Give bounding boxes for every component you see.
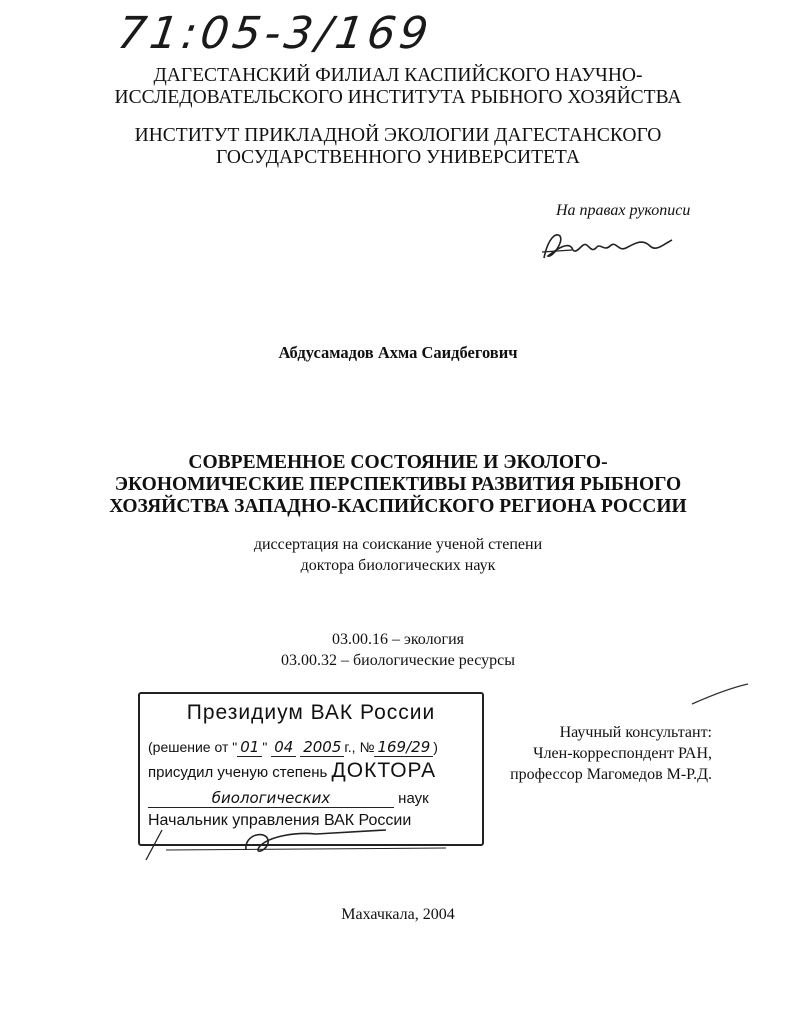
stamp-decision-number: 169/29 [374,738,433,757]
specialty-2: 03.00.32 – биологические ресурсы [281,652,515,669]
stamp-decision-day: 01 [237,738,262,757]
organization-2-line-1: ИНСТИТУТ ПРИКЛАДНОЙ ЭКОЛОГИИ ДАГЕСТАНСКОГО [134,125,662,146]
stamp-awarded-degree: ДОКТОРА [331,759,437,782]
degree-line-1: диссертация на соискание ученой степени [253,536,543,553]
specialty-1: 03.00.16 – экология [331,631,465,648]
stamp-field-handwritten: биологических [148,789,394,808]
archive-number: 71:05-3/169 [114,8,436,59]
stamp-decision-sep: " [262,739,268,755]
stamp-decision-year: 2005 [300,738,344,757]
specialties [0,629,796,671]
stamp-decision-year-suffix: г., № [344,739,375,755]
degree-statement [0,534,796,576]
organization-2 [0,125,796,169]
dissertation-title [0,452,796,518]
author-signature [538,228,678,268]
stamp-decision-close: ) [433,739,438,755]
organization-1 [0,65,796,109]
title-line-1: СОВРЕМЕННОЕ СОСТОЯНИЕ И ЭКОЛОГО- [188,452,608,473]
title-line-2: ЭКОНОМИЧЕСКИЕ ПЕРСПЕКТИВЫ РАЗВИТИЯ РЫБНОГО [114,474,682,495]
title-line-3: ХОЗЯЙСТВА ЗАПАДНО-КАСПИЙСКОГО РЕГИОНА РОССИИ [109,496,687,517]
stamp-signature [126,790,466,870]
stamp-decision-prefix: (решение от " [148,739,238,755]
pen-stroke-mark [690,680,750,710]
stamp-decision [148,738,438,756]
consultant-line-3: профессор Магомедов М-Р.Д. [510,766,712,783]
stamp-title: Президиум ВАК России [186,701,436,724]
stamp-chief: Начальник управления ВАК России [148,812,412,829]
degree-line-2: доктора биологических наук [300,557,496,574]
stamp-field-suffix: наук [398,790,429,807]
consultant-line-1: Научный консультант: [559,724,712,741]
manuscript-note: На правах рукописи [556,202,691,219]
stamp-awarded-text: присудил ученую степень [148,764,328,781]
author-name: Абдусамадов Ахма Саидбегович [278,343,518,362]
organization-2-line-2: ГОСУДАРСТВЕННОГО УНИВЕРСИТЕТА [216,147,580,168]
city-year: Махачкала, 2004 [341,906,455,923]
scientific-consultant [498,722,712,785]
vak-stamp [138,692,484,846]
stamp-degree-line [148,759,436,783]
stamp-decision-month: 04 [271,738,296,757]
organization-1-line-1: ДАГЕСТАНСКИЙ ФИЛИАЛ КАСПИЙСКОГО НАУЧНО- [153,65,643,86]
consultant-line-2: Член-корреспондент РАН, [533,745,712,762]
organization-1-line-2: ИССЛЕДОВАТЕЛЬСКОГО ИНСТИТУТА РЫБНОГО ХОЗЯЙСТВА [114,87,682,108]
